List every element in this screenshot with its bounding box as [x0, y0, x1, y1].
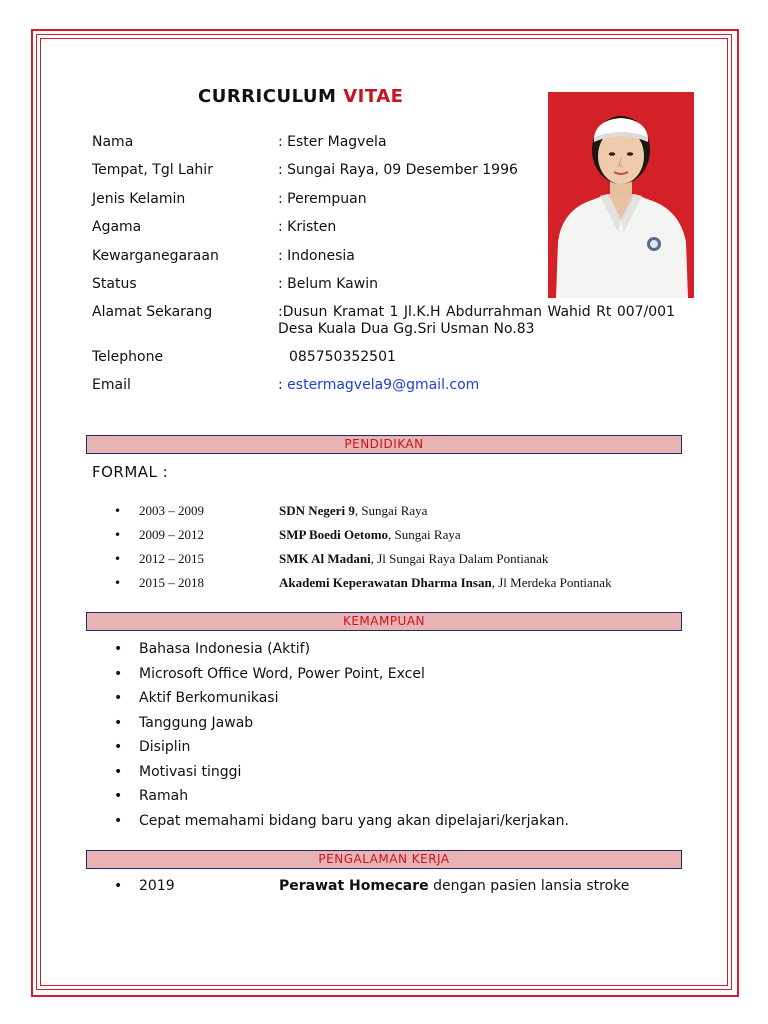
section-header-experience: PENGALAMAN KERJA [86, 850, 682, 869]
bullet-icon: • [114, 552, 122, 566]
info-label: Nama [92, 134, 134, 150]
formal-label: FORMAL : [92, 463, 169, 481]
info-value: 085750352501 [289, 349, 396, 365]
info-label: Status [92, 276, 137, 292]
education-years: 2003 – 2009 [139, 503, 204, 518]
experience-role [279, 878, 629, 895]
skill-item: Microsoft Office Word, Power Point, Excel [139, 666, 425, 682]
education-location: , Jl Sungai Raya Dalam Pontianak [370, 551, 549, 566]
education-school-name: SMP Boedi Oetomo [279, 527, 389, 542]
education-location: , Sungai Raya [388, 527, 461, 542]
bullet-icon: • [114, 813, 123, 829]
skill-item: Cepat memahami bidang baru yang akan dipelajari/kerjakan. [139, 813, 569, 829]
bullet-icon: • [114, 764, 123, 780]
education-location: , Jl Merdeka Pontianak [491, 575, 612, 590]
title-accent: VITAE [343, 86, 404, 107]
info-value: : Perempuan [278, 191, 367, 207]
info-value: :Dusun Kramat 1 Jl.K.H Abdurrahman Wahid Rt 007/001 Desa Kuala Dua Gg.Sri Usman No.83 [278, 304, 675, 337]
info-label: Telephone [92, 349, 164, 365]
education-school-name: Akademi Keperawatan Dharma Insan [279, 575, 492, 590]
info-value: : Kristen [278, 219, 337, 235]
education-school [279, 575, 612, 591]
info-label: Tempat, Tgl Lahir [92, 162, 213, 178]
education-school [279, 551, 548, 567]
skill-item: Motivasi tinggi [139, 764, 242, 780]
info-label: Alamat Sekarang [92, 304, 213, 320]
bullet-icon: • [114, 715, 123, 731]
bullet-icon: • [114, 528, 122, 542]
email-link[interactable]: estermagvela9@gmail.com [287, 377, 480, 393]
education-school [279, 527, 461, 543]
info-value: : Sungai Raya, 09 Desember 1996 [278, 162, 518, 178]
bullet-icon: • [114, 641, 123, 657]
skill-item: Aktif Berkomunikasi [139, 690, 279, 706]
info-value: : Indonesia [278, 248, 355, 264]
info-label: Jenis Kelamin [92, 191, 186, 207]
education-school-name: SDN Negeri 9 [279, 503, 355, 518]
title-main: CURRICULUM [198, 86, 337, 107]
skill-item: Disiplin [139, 739, 191, 755]
page-title [198, 86, 403, 107]
email-prefix: : [278, 377, 283, 393]
profile-photo-drawing [548, 92, 694, 298]
bullet-icon: • [114, 739, 123, 755]
bullet-icon: • [114, 690, 123, 706]
education-years: 2015 – 2018 [139, 575, 204, 590]
info-label: Email [92, 377, 131, 393]
bullet-icon: • [114, 788, 123, 804]
info-label: Kewarganegaraan [92, 248, 219, 264]
education-location: , Sungai Raya [354, 503, 428, 518]
skill-item: Tanggung Jawab [139, 715, 254, 731]
experience-detail: dengan pasien lansia stroke [428, 878, 630, 894]
skill-item: Ramah [139, 788, 189, 804]
info-value: : Ester Magvela [278, 134, 387, 150]
experience-title: Perawat Homecare [279, 878, 429, 894]
education-school-name: SMK Al Madani [279, 551, 371, 566]
bullet-icon: • [114, 666, 123, 682]
info-value: : Belum Kawin [278, 276, 378, 292]
education-years: 2012 – 2015 [139, 551, 204, 566]
bullet-icon: • [114, 504, 122, 518]
section-header-education: PENDIDIKAN [86, 435, 682, 454]
education-years: 2009 – 2012 [139, 527, 204, 542]
experience-year: 2019 [139, 878, 175, 894]
education-school [279, 503, 427, 519]
profile-photo [548, 92, 694, 298]
section-header-skills: KEMAMPUAN [86, 612, 682, 631]
skill-item: Bahasa Indonesia (Aktif) [139, 641, 311, 657]
info-label: Agama [92, 219, 142, 235]
bullet-icon: • [114, 576, 122, 590]
bullet-icon: • [114, 878, 123, 894]
info-value [278, 377, 479, 394]
